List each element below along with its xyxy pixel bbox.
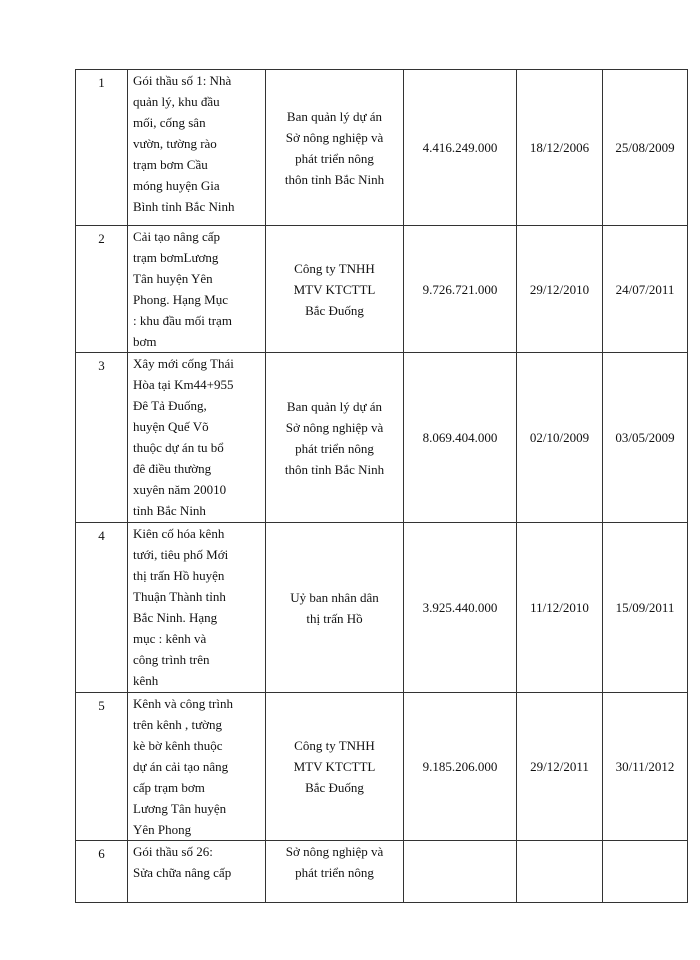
table-row [76, 841, 688, 903]
investor-name: Uỷ ban nhân dân thị trấn Hồ [266, 523, 404, 693]
package-name: Kênh và công trình trên kênh , tường kè bờ kênh thuộc dự án cải tạo nâng cấp trạm bơm Lương Tân huyện Yên Phong [128, 693, 266, 841]
investor-name: Ban quản lý dự án Sở nông nghiệp và phát triển nông thôn tỉnh Bắc Ninh [266, 70, 404, 226]
start-date: 11/12/2010 [517, 523, 603, 693]
contract-value: 4.416.249.000 [404, 70, 517, 226]
end-date [603, 841, 688, 903]
row-number: 1 [76, 70, 128, 226]
end-date: 25/08/2009 [603, 70, 688, 226]
package-name: Gói thầu số 1: Nhà quản lý, khu đầu mối, cống sân vườn, tường rào trạm bơm Cầu móng huyện Gia Bình tỉnh Bắc Ninh [128, 70, 266, 226]
package-name: Cải tạo nâng cấp trạm bơmLương Tân huyện Yên Phong. Hạng Mục : khu đầu mối trạm bơm [128, 226, 266, 353]
contract-value [404, 841, 517, 903]
row-number: 3 [76, 353, 128, 523]
investor-name: Ban quản lý dự án Sở nông nghiệp và phát triển nông thôn tỉnh Bắc Ninh [266, 353, 404, 523]
row-number: 4 [76, 523, 128, 693]
contract-value: 8.069.404.000 [404, 353, 517, 523]
row-number: 2 [76, 226, 128, 353]
table-row [76, 523, 688, 693]
end-date: 03/05/2009 [603, 353, 688, 523]
investor-name: Công ty TNHH MTV KTCTTL Bắc Đuống [266, 693, 404, 841]
start-date [517, 841, 603, 903]
investor-name: Công ty TNHH MTV KTCTTL Bắc Đuống [266, 226, 404, 353]
start-date: 18/12/2006 [517, 70, 603, 226]
start-date: 29/12/2010 [517, 226, 603, 353]
contract-value: 9.726.721.000 [404, 226, 517, 353]
row-number: 5 [76, 693, 128, 841]
contract-table [75, 69, 688, 903]
table-row [76, 70, 688, 226]
table-row [76, 353, 688, 523]
start-date: 02/10/2009 [517, 353, 603, 523]
package-name: Gói thầu số 26: Sửa chữa nâng cấp [128, 841, 266, 903]
package-name: Xây mới cống Thái Hòa tại Km44+955 Đê Tả Đuống, huyện Quế Võ thuộc dự án tu bổ đê điều thường xuyên năm 20010 tỉnh Bắc Ninh [128, 353, 266, 523]
end-date: 30/11/2012 [603, 693, 688, 841]
table-row [76, 693, 688, 841]
package-name: Kiên cố hóa kênh tưới, tiêu phố Mới thị trấn Hồ huyện Thuận Thành tỉnh Bắc Ninh. Hạng mục : kênh và công trình trên kênh [128, 523, 266, 693]
investor-name: Sở nông nghiệp và phát triển nông [266, 841, 404, 903]
contract-value: 3.925.440.000 [404, 523, 517, 693]
end-date: 24/07/2011 [603, 226, 688, 353]
start-date: 29/12/2011 [517, 693, 603, 841]
table-row [76, 226, 688, 353]
row-number: 6 [76, 841, 128, 903]
end-date: 15/09/2011 [603, 523, 688, 693]
contract-value: 9.185.206.000 [404, 693, 517, 841]
